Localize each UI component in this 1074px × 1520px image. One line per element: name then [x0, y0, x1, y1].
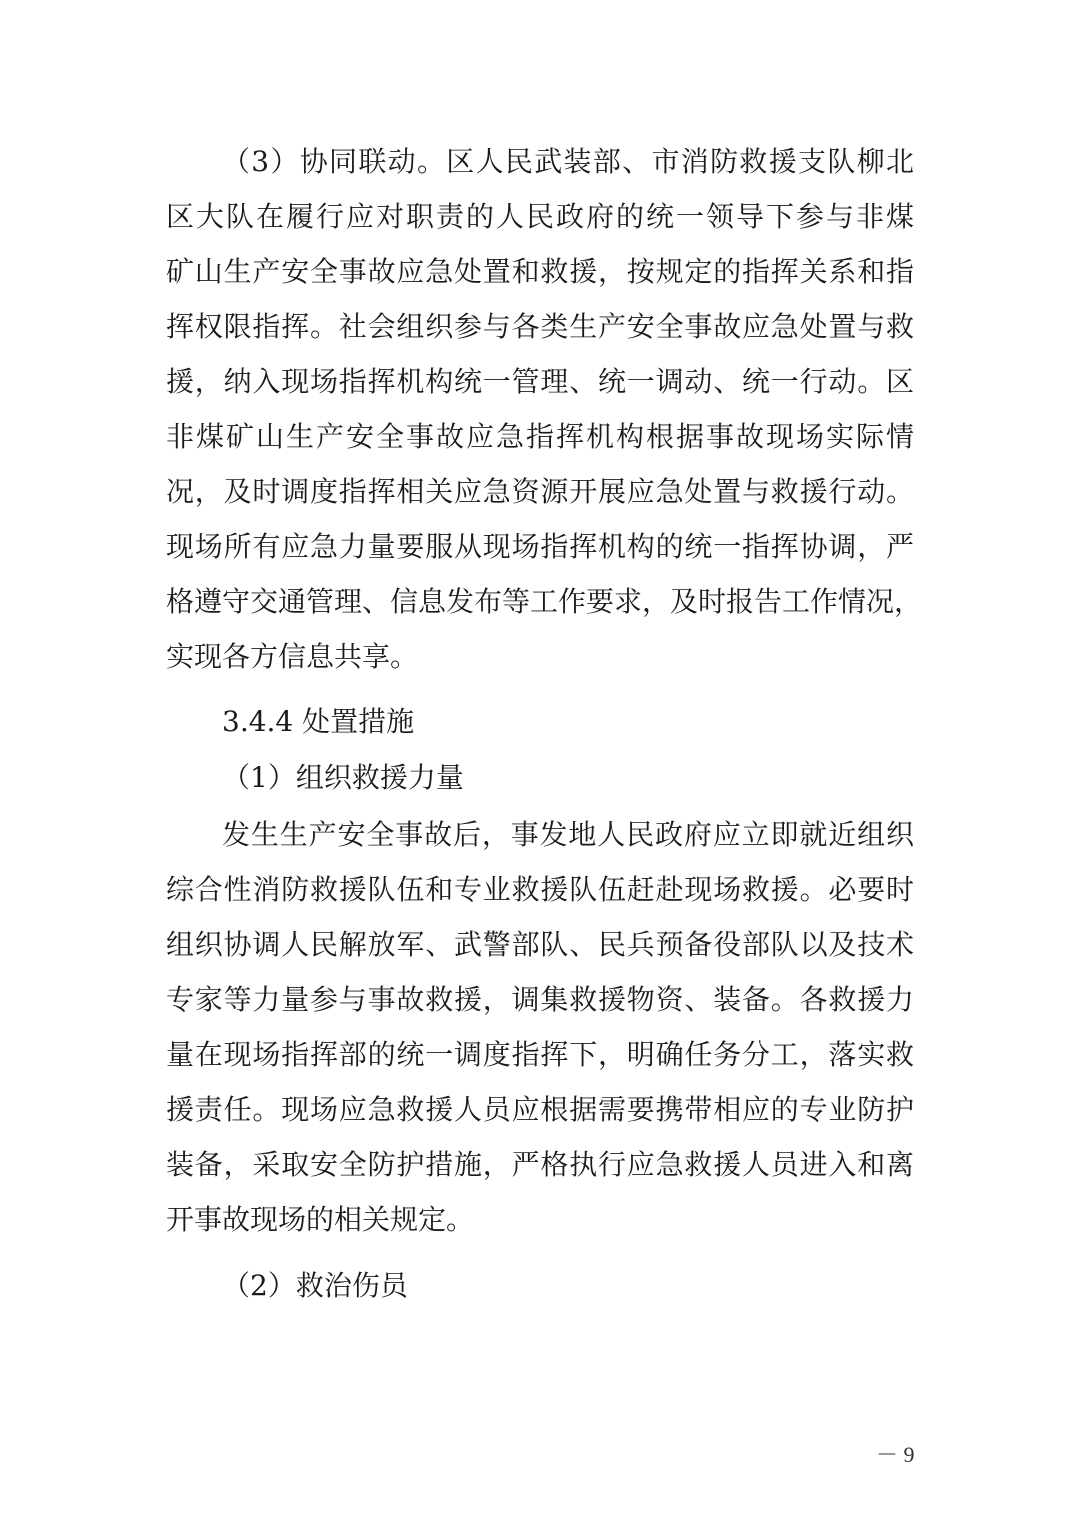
sub-heading: （1）组织救援力量 — [222, 761, 464, 794]
paragraph-line: 况，及时调度指挥相关应急资源开展应急处置与救援行动。 — [166, 475, 914, 508]
paragraph-line: 综合性消防救援队伍和专业救援队伍赶赴现场救援。必要时 — [166, 873, 914, 906]
paragraph-line: 格遵守交通管理、信息发布等工作要求，及时报告工作情况， — [166, 585, 923, 618]
paragraph-line: 非煤矿山生产安全事故应急指挥机构根据事故现场实际情 — [166, 420, 914, 453]
paragraph-line: 挥权限指挥。社会组织参与各类生产安全事故应急处置与救 — [166, 310, 914, 343]
page-number: － 9 — [876, 1442, 915, 1467]
sub-heading: （2）救治伤员 — [222, 1269, 408, 1302]
paragraph-line: 专家等力量参与事故救援，调集救援物资、装备。各救援力 — [166, 983, 914, 1016]
paragraph-line: （3）协同联动。区人民武装部、市消防救援支队柳北 — [222, 145, 914, 178]
paragraph-line: 开事故现场的相关规定。 — [166, 1203, 475, 1236]
paragraph-line: 区大队在履行应对职责的人民政府的统一领导下参与非煤 — [166, 200, 914, 233]
paragraph-line: 发生生产安全事故后，事发地人民政府应立即就近组织 — [222, 818, 914, 851]
paragraph-line: 援责任。现场应急救援人员应根据需要携带相应的专业防护 — [166, 1093, 914, 1126]
section-heading: 3.4.4 处置措施 — [222, 705, 415, 738]
paragraph-line: 援，纳入现场指挥机构统一管理、统一调动、统一行动。区 — [166, 365, 914, 398]
paragraph-line: 装备，采取安全防护措施，严格执行应急救援人员进入和离 — [166, 1148, 914, 1181]
paragraph-line: 实现各方信息共享。 — [166, 640, 419, 673]
paragraph-line: 组织协调人民解放军、武警部队、民兵预备役部队以及技术 — [166, 928, 914, 961]
paragraph-line: 现场所有应急力量要服从现场指挥机构的统一指挥协调，严 — [166, 530, 914, 563]
paragraph-line: 矿山生产安全事故应急处置和救援，按规定的指挥关系和指 — [166, 255, 914, 288]
paragraph-line: 量在现场指挥部的统一调度指挥下，明确任务分工，落实救 — [166, 1038, 914, 1071]
